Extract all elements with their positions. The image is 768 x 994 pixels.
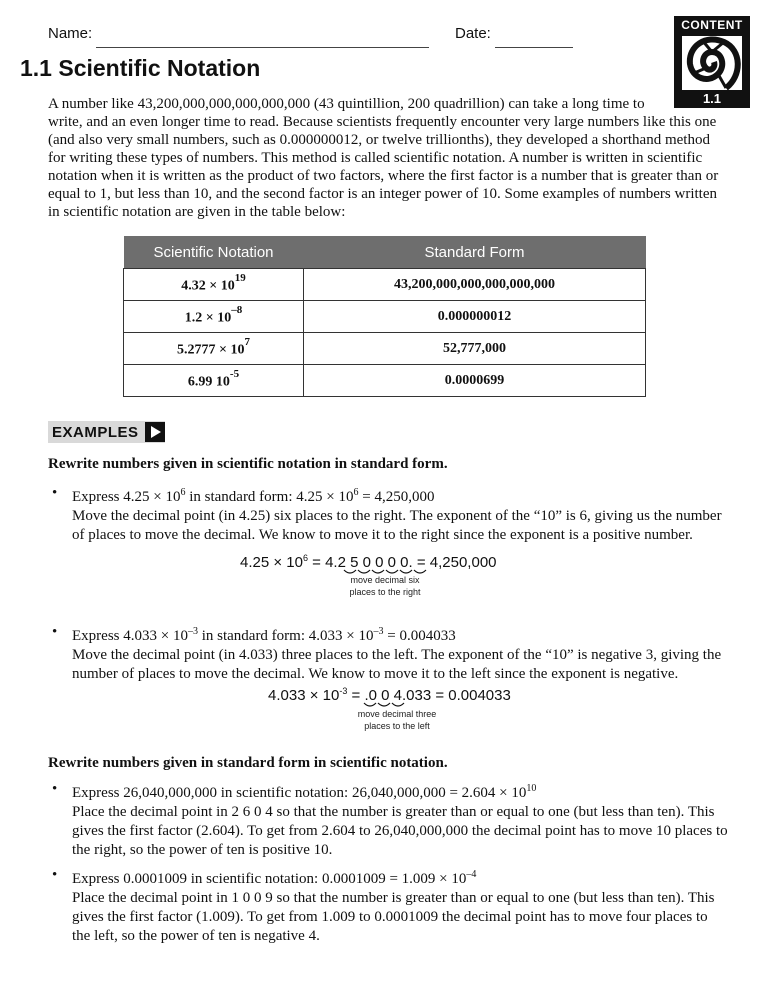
page-title: 1.1 Scientific Notation: [20, 55, 261, 81]
example-explanation: Place the decimal point in 2 6 0 4 so that the number is greater than or equal to one (but less than ten). This: [72, 804, 715, 820]
decimal-shift-diagram: $4.033 \times 10^{-3} = .0$ 0 4.033 = 0.004033: [268, 686, 511, 704]
example-explanation: Move the decimal point (in 4.25) six places to the right. The exponent of the “10” is 6, giving us the number: [72, 508, 722, 524]
table-row: [124, 365, 646, 397]
scientific-cell: [124, 269, 304, 301]
example-statement: Express $4.25 \times 10^6$ in standard form: $4.25 \times 10^6 = 4,250,000$: [72, 487, 435, 505]
intro-line: equal to 1, but less than 10, and the second factor is an integer power of 10. Some examples of numbers written: [48, 186, 717, 202]
cell-base: 4.32 × 10: [181, 278, 235, 294]
example-explanation: Move the decimal point (in 4.033) three places to the left. The exponent of the “10” is negative 3, giving the: [72, 647, 722, 663]
cell-base: 5.2777 × 10: [177, 342, 245, 358]
table-header-row: [124, 236, 646, 269]
cell-exponent: 7: [244, 335, 250, 348]
bullet: •: [52, 867, 58, 883]
examples-table: [123, 236, 646, 397]
badge-number: 1.1: [702, 91, 722, 106]
scientific-cell: [124, 365, 304, 397]
nautilus-shell-icon: [682, 36, 742, 90]
date-field-line[interactable]: [495, 47, 573, 48]
date-label: Date:: [455, 25, 491, 42]
example-statement: Express $4.033 \times 10^{-3}$ in standard form: $4.033 \times 10^{-3} = 0.004033$: [72, 626, 456, 644]
intro-paragraph: [48, 95, 718, 221]
intro-line: notation when it is written as the product of two factors, where the first factor is a number that is greater than or: [48, 168, 719, 184]
play-arrow-icon: [145, 422, 165, 442]
diagram-note: move decimal six places to the right: [349, 575, 421, 597]
example-explanation: gives the first factor (1.009). To get from 1.009 to 0.0001009 the decimal point has to move four places to: [72, 909, 708, 925]
scientific-cell: [124, 301, 304, 333]
standard-cell: 43,200,000,000,000,000,000: [304, 269, 646, 301]
decimal-shift-diagram: $4.25 \times 10^6 = 4.2$ 5 0 0 0 0. = 4,250,000: [240, 553, 497, 571]
example-explanation: gives the first factor (2.604). To get from 2.604 to 26,040,000,000 the decimal point has to move 10 places to: [72, 823, 728, 839]
intro-line: A number like 43,200,000,000,000,000,000 (43 quintillion, 200 quadrillion) can take a long time to: [48, 96, 645, 112]
standard-cell: 52,777,000: [304, 333, 646, 365]
table-row: [124, 301, 646, 333]
section-heading-standard-to-sci: Rewrite numbers given in standard form in scientific notation.: [48, 755, 448, 771]
cell-exponent: 19: [234, 271, 246, 284]
intro-line: write, and an even longer time to read. Because scientists frequently encounter very large numbers like this one: [48, 114, 717, 130]
examples-label: EXAMPLES: [52, 423, 139, 441]
name-label: Name:: [48, 25, 93, 42]
example-statement: Express 26,040,000,000 in scientific notation: $26,040,000,000 = 2.604 \times 10^{10}$: [72, 783, 537, 801]
column-header-scientific: Scientific Notation: [124, 236, 304, 269]
badge-label: CONTENT: [681, 18, 743, 32]
cell-exponent: -5: [229, 367, 240, 380]
example-explanation: Place the decimal point in 1 0 0 9 so that the number is greater than or equal to one (but less than ten). This: [72, 890, 715, 906]
column-header-standard: Standard Form: [304, 236, 646, 269]
cell-exponent: –8: [231, 303, 243, 316]
example-item: [72, 622, 722, 684]
standard-cell: 0.0000699: [304, 365, 646, 397]
section-heading-sci-to-standard: Rewrite numbers given in scientific notation in standard form.: [48, 456, 448, 472]
example-explanation: the right, so the power of ten is positive 10.: [72, 842, 333, 858]
example-item: [72, 483, 722, 545]
example-item: [72, 865, 722, 946]
standard-cell: 0.000000012: [304, 301, 646, 333]
example-explanation: of places to move the decimal. We know to move it to the right since the exponent is a positive number.: [72, 527, 693, 543]
cell-base: 6.99 10: [187, 374, 230, 390]
intro-line: (and also very small numbers, such as 0.000000012, or twelve trillionths), they developed a shorthand method: [48, 132, 710, 148]
bullet: •: [52, 485, 58, 501]
scientific-cell: [124, 333, 304, 365]
bullet: •: [52, 624, 58, 640]
name-field-line[interactable]: [96, 47, 429, 48]
intro-line: for writing these types of numbers. This method is called scientific notation. A number is written in scientific: [48, 150, 703, 166]
example-statement: Express 0.0001009 in scientific notation: $0.0001009 = 1.009 \times 10^{-4}$: [72, 869, 477, 887]
table-row: [124, 333, 646, 365]
example-item: [72, 779, 728, 860]
diagram-note: move decimal three places to the left: [357, 709, 437, 731]
examples-tag: [48, 421, 165, 443]
example-explanation: the left, so the power of ten is negative 4.: [72, 928, 320, 944]
example-explanation: number of places to move the decimal. We know to move it to the left since the exponent is negative.: [72, 666, 679, 682]
intro-line: in scientific notation are given in the table below:: [48, 204, 346, 220]
cell-base: 1.2 × 10: [184, 310, 232, 326]
bullet: •: [52, 781, 58, 797]
table-row: [124, 269, 646, 301]
